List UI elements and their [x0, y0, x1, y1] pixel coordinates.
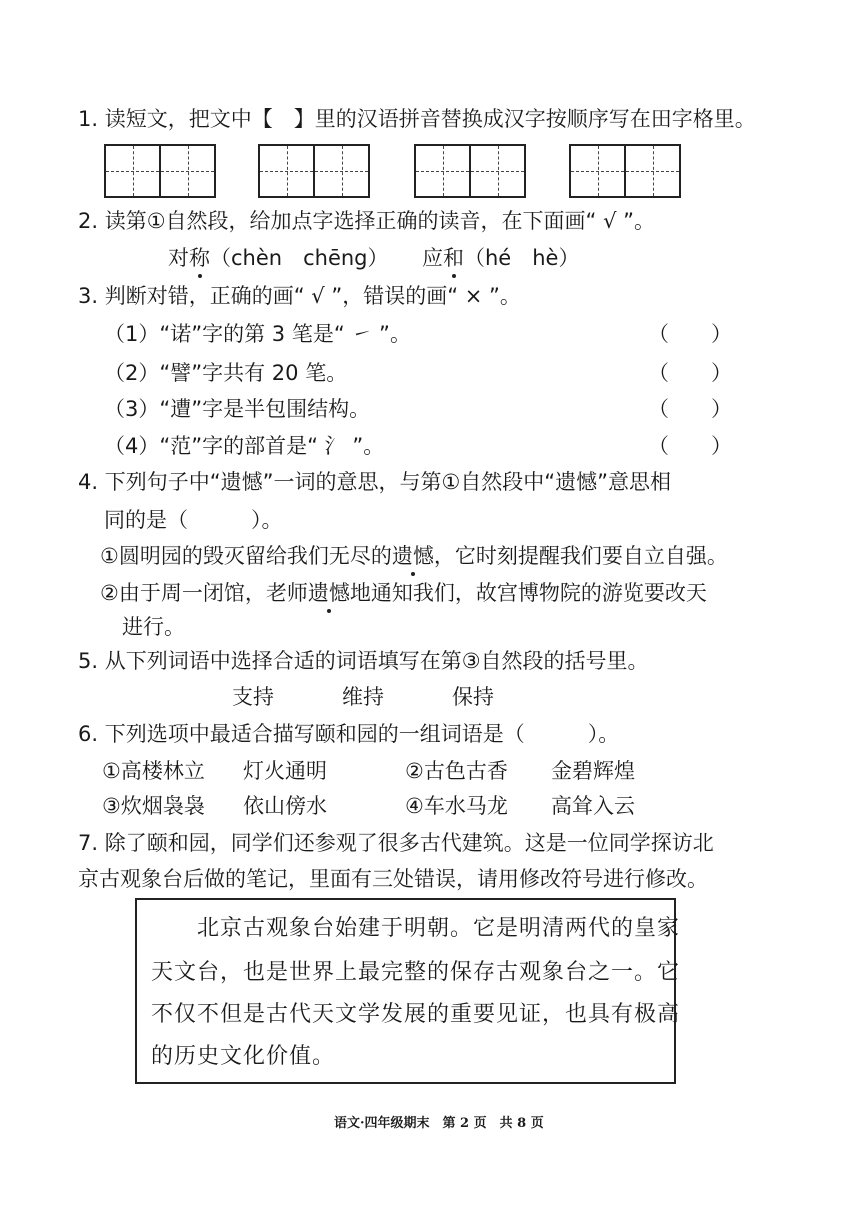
question-6-text: 6. 下列选项中最适合描写颐和园的一组词语是（ ）。	[78, 722, 620, 746]
q3-answer-paren-1[interactable]: （ ）	[648, 322, 732, 346]
q3-item-4: （4）“范”字的部首是“ 氵 ”。	[104, 434, 385, 458]
question-1-text: 1. 读短文，把文中【 】里的汉语拼音替换成汉字按顺序写在田字格里。	[78, 107, 756, 131]
question-7-text-line-2: 京古观象台后做的笔记，里面有三处错误，请用修改符号进行修改。	[78, 867, 708, 891]
q6-option-1-word-1: ①高楼林立	[102, 759, 205, 783]
q4-option-2	[100, 578, 707, 608]
question-4-text-line-2: 同的是（ ）。	[104, 508, 283, 532]
tianzige-cell[interactable]	[469, 144, 526, 198]
q4-option-2-continuation: 进行。	[122, 615, 185, 639]
note-line-3[interactable]: 不仅不但是古代天文学发展的重要见证，也具有极高	[151, 1002, 681, 1027]
tianzige-cell[interactable]	[313, 144, 370, 198]
q6-option-3-word-2: 依山傍水	[243, 794, 327, 818]
student-note-box	[135, 898, 681, 1084]
q6-option-3-word-1: ③炊烟袅袅	[102, 794, 205, 818]
tianzige-cell[interactable]	[624, 144, 681, 198]
tianzige-cell[interactable]	[104, 144, 161, 198]
q2-option-2-char: 应	[422, 246, 443, 270]
tianzige-pair-1[interactable]	[104, 144, 214, 196]
tianzige-pair-4[interactable]	[569, 144, 679, 196]
q2-option-1-pinyin[interactable]: （chèn chēng）	[210, 246, 389, 270]
q4-option-1-pre: ①圆明园的毁灭留给我们无尽的	[100, 544, 392, 568]
page-footer: 语文·四年级期末 第 2 页 共 8 页	[334, 1116, 544, 1131]
q2-option-1	[168, 243, 389, 273]
q5-word-2: 维持	[342, 685, 384, 709]
tianzige-pair-2[interactable]	[258, 144, 368, 196]
tianzige-cell[interactable]	[414, 144, 471, 198]
q2-option-2-pinyin[interactable]: （hé hè）	[464, 246, 580, 270]
note-line-4[interactable]: 的历史文化价值。	[151, 1044, 336, 1069]
q3-item-2: （2）“譬”字共有 20 笔。	[104, 361, 348, 385]
note-line-2[interactable]: 天文台，也是世界上最完整的保存古观象台之一。它	[151, 960, 681, 985]
q6-option-4-word-1: ④车水马龙	[405, 794, 508, 818]
note-line-1[interactable]: 北京古观象台始建于明朝。它是明清两代的皇家	[151, 916, 681, 941]
q3-answer-paren-3[interactable]: （ ）	[648, 397, 732, 421]
tianzige-cell[interactable]	[569, 144, 626, 198]
q5-word-3: 保持	[452, 685, 494, 709]
q3-answer-paren-4[interactable]: （ ）	[648, 434, 732, 458]
q2-option-2	[422, 243, 579, 273]
q6-option-2-word-1: ②古色古香	[405, 759, 508, 783]
q4-option-2-post: 地通知我们，故宫博物院的游览要改天	[349, 581, 707, 605]
q4-option-2-pre: ②由于周一闭馆，老师	[100, 581, 308, 605]
q3-item-1: （1）“诺”字的第 3 笔是“ ㇀ ”。	[104, 322, 411, 346]
q4-option-1	[100, 541, 728, 571]
question-3-text: 3. 判断对错，正确的画“ √ ”，错误的画“ × ”。	[78, 284, 521, 308]
q3-item-3: （3）“遭”字是半包围结构。	[104, 397, 371, 421]
q6-option-2-word-2: 金碧辉煌	[551, 759, 635, 783]
q4-option-2-dotted-word: 遗憾	[308, 578, 350, 608]
question-5-text: 5. 从下列词语中选择合适的词语填写在第③自然段的括号里。	[78, 649, 649, 673]
q4-option-1-post: ，它时刻提醒我们要自立自强。	[433, 544, 728, 568]
question-2-text: 2. 读第①自然段，给加点字选择正确的读音，在下面画“ √ ”。	[78, 209, 656, 233]
tianzige-pair-3[interactable]	[414, 144, 524, 196]
q6-option-4-word-2: 高耸入云	[551, 794, 635, 818]
q4-option-1-dotted-word: 遗憾	[392, 541, 434, 571]
tianzige-cell[interactable]	[258, 144, 315, 198]
q2-option-1-char: 对	[168, 246, 189, 270]
tianzige-cell[interactable]	[159, 144, 216, 198]
q3-answer-paren-2[interactable]: （ ）	[648, 361, 732, 385]
q5-word-1: 支持	[232, 685, 274, 709]
q2-option-1-dotted-char: 称	[189, 243, 210, 273]
q6-option-1-word-2: 灯火通明	[243, 759, 327, 783]
q2-option-2-dotted-char: 和	[443, 243, 464, 273]
question-7-text-line-1: 7. 除了颐和园，同学们还参观了很多古代建筑。这是一位同学探访北	[78, 831, 714, 855]
question-4-text-line-1: 4. 下列句子中“遗憾”一词的意思，与第①自然段中“遗憾”意思相	[78, 470, 672, 494]
